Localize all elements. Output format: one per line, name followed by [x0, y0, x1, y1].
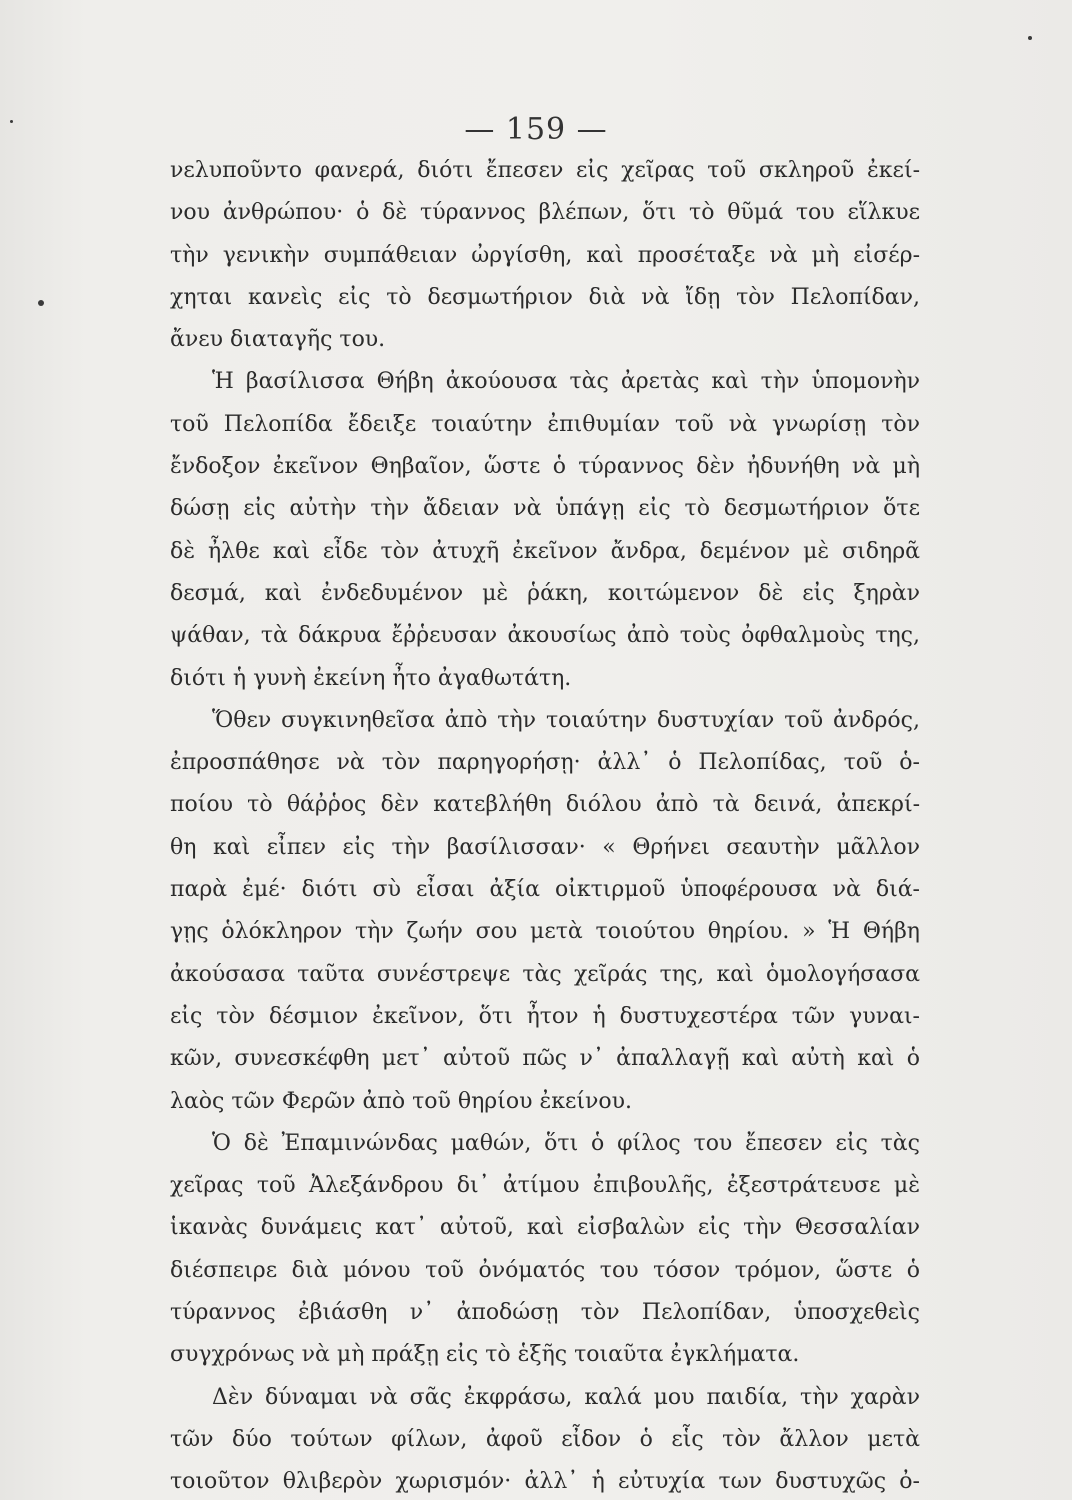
text-line: Ὁ δὲ Ἐπαμινώνδας μαθών, ὅτι ὁ φίλος του ἔπεσεν εἰς τὰς	[212, 1130, 920, 1156]
text-line: ἔνδοξον ἐκεῖνον Θηβαῖον, ὥστε ὁ τύραννος δὲν ἠδυνήθη νὰ μὴ	[170, 454, 920, 480]
text-line: τοιοῦτον θλιβερὸν χωρισμόν· ἀλλ᾽ ἡ εὐτυχία των δυστυχῶς ὀ-	[170, 1469, 920, 1495]
text-line: νελυποῦντο φανερά, διότι ἔπεσεν εἰς χεῖρας τοῦ σκληροῦ ἐκεί-	[170, 158, 920, 183]
margin-dot	[1028, 36, 1032, 40]
text-line: ἱκανὰς δυνάμεις κατ᾽ αὐτοῦ, καὶ εἰσβαλὼν εἰς τὴν Θεσσαλίαν	[170, 1215, 920, 1241]
text-line: εἰς τὸν δέσμιον ἐκεῖνον, ὅτι ἦτον ἡ δυστυχεστέρα τῶν γυναι-	[170, 1003, 920, 1029]
text-line: ἄνευ διαταγῆς του.	[170, 327, 386, 353]
text-line: δώσῃ εἰς αὐτὴν τὴν ἄδειαν νὰ ὑπάγῃ εἰς τὸ δεσμωτήριον ὅτε	[170, 496, 920, 522]
text-line: θη καὶ εἶπεν εἰς τὴν βασίλισσαν· « Θρήνει σεαυτὴν μᾶλλον	[170, 834, 920, 860]
text-line: λαὸς τῶν Φερῶν ἀπὸ τοῦ θηρίου ἐκείνου.	[170, 1088, 633, 1114]
text-line: ἐπροσπάθησε νὰ τὸν παρηγορήσῃ· ἀλλ᾽ ὁ Πελοπίδας, τοῦ ὁ-	[170, 750, 920, 776]
text-line: γῃς ὁλόκληρον τὴν ζωήν σου μετὰ τοιούτου θηρίου. » Ἡ Θήβη	[170, 919, 920, 945]
text-line: τύραννος ἐβιάσθη ν᾽ ἀποδώσῃ τὸν Πελοπίδαν, ὑποσχεθεὶς	[170, 1300, 920, 1326]
text-line: ψάθαν, τὰ δάκρυα ἔῤῥευσαν ἀκουσίως ἀπὸ τοὺς ὀφθαλμοὺς της,	[170, 623, 920, 649]
text-line: Ὅθεν συγκινηθεῖσα ἀπὸ τὴν τοιαύτην δυστυχίαν τοῦ ἀνδρός,	[212, 707, 920, 733]
text-line: δὲ ἦλθε καὶ εἶδε τὸν ἀτυχῆ ἐκεῖνον ἄνδρα, δεμένον μὲ σιδηρᾶ	[170, 538, 920, 564]
text-line: Ἡ βασίλισσα Θήβη ἀκούουσα τὰς ἀρετὰς καὶ τὴν ὑπομονὴν	[212, 369, 920, 395]
text-line: κῶν, συνεσκέφθη μετ᾽ αὐτοῦ πῶς ν᾽ ἀπαλλαγῇ καὶ αὐτὴ καὶ ὁ	[170, 1046, 920, 1072]
text-line: τῶν δύο τούτων φίλων, ἀφοῦ εἶδον ὁ εἷς τὸν ἄλλον μετὰ	[170, 1426, 920, 1452]
margin-dot	[38, 300, 44, 306]
text-line: διέσπειρε διὰ μόνου τοῦ ὀνόματός του τόσον τρόμον, ὥστε ὁ	[170, 1257, 920, 1283]
text-line: χηται κανεὶς εἰς τὸ δεσμωτήριον διὰ νὰ ἴδῃ τὸν Πελοπίδαν,	[170, 284, 920, 310]
text-line: δεσμά, καὶ ἐνδεδυμένον μὲ ῥάκη, κοιτώμενον δὲ εἰς ξηρὰν	[170, 580, 920, 606]
text-line: Δὲν δύναμαι νὰ σᾶς ἐκφράσω, καλά μου παιδία, τὴν χαρὰν	[212, 1384, 920, 1410]
margin-dot	[10, 120, 13, 123]
text-line: ἀκούσασα ταῦτα συνέστρεψε τὰς χεῖράς της, καὶ ὁμολογήσασα	[170, 961, 920, 987]
text-line: νου ἀνθρώπου· ὁ δὲ τύραννος βλέπων, ὅτι τὸ θῦμά του εἵλκυε	[170, 200, 920, 226]
text-line: τὴν γενικὴν συμπάθειαν ὠργίσθη, καὶ προσέταξε νὰ μὴ εἰσέρ-	[170, 242, 920, 268]
body-text	[170, 150, 920, 1500]
text-line: τοῦ Πελοπίδα ἔδειξε τοιαύτην ἐπιθυμίαν τοῦ νὰ γνωρίσῃ τὸν	[170, 411, 920, 437]
text-line: διότι ἡ γυνὴ ἐκείνη ἦτο ἀγαθωτάτη.	[170, 665, 572, 691]
page-number: — 159 —	[464, 112, 608, 147]
text-line: παρὰ ἐμέ· διότι σὺ εἶσαι ἀξία οἰκτιρμοῦ ὑποφέρουσα νὰ διά-	[170, 877, 920, 903]
text-line: ποίου τὸ θάῤῥος δὲν κατεβλήθη διόλου ἀπὸ τὰ δεινά, ἀπεκρί-	[170, 792, 920, 818]
text-line: χεῖρας τοῦ Ἀλεξάνδρου δι᾽ ἀτίμου ἐπιβουλῆς, ἐξεστράτευσε μὲ	[170, 1173, 920, 1199]
text-line: συγχρόνως νὰ μὴ πράξῃ εἰς τὸ ἑξῆς τοιαῦτα ἐγκλήματα.	[170, 1342, 800, 1368]
